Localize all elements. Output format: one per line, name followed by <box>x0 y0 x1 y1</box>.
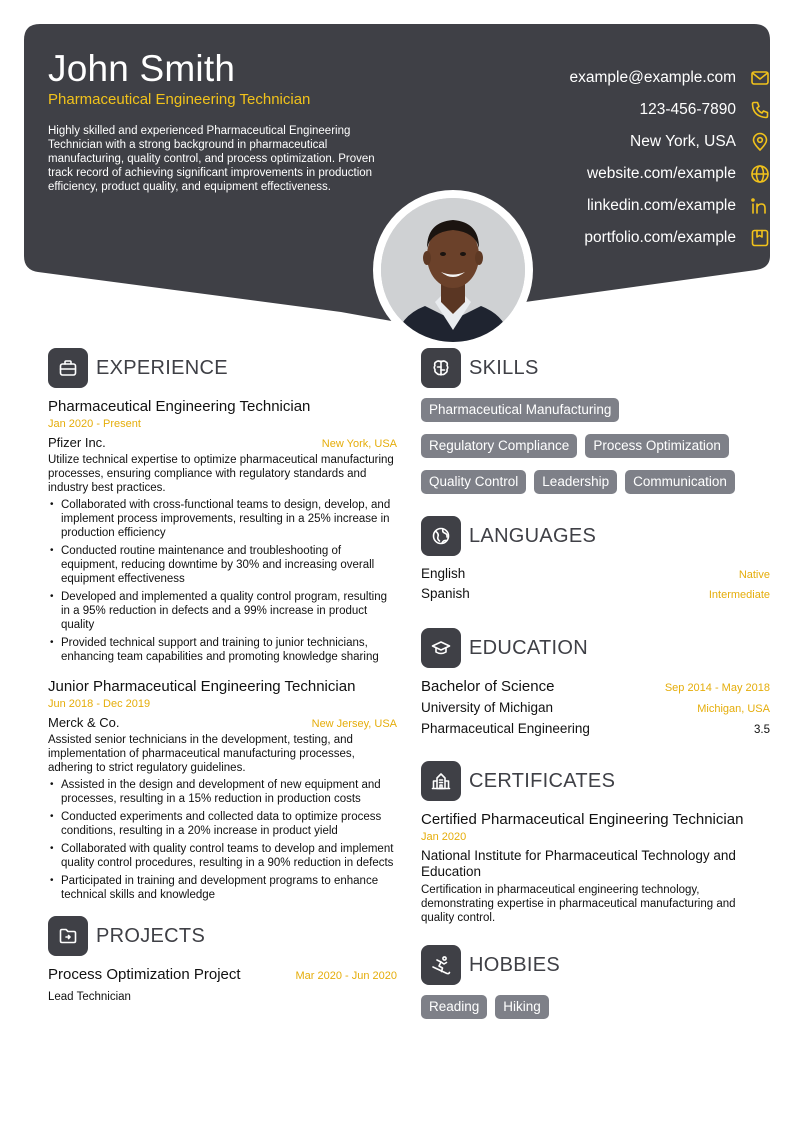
left-column <box>48 348 397 1004</box>
job-description: Assisted senior technicians in the development, testing, and implementation of pharmaceutical manufacturing processes, adhering to strict regulatory guidelines. <box>48 734 355 774</box>
skill-tag: Leadership <box>534 470 617 494</box>
job-bullet: • Collaborated with cross-functional teams to design, develop, and implement process improvements, resulting in a 25% increase in production efficiency <box>48 498 397 540</box>
contact-location <box>470 126 770 158</box>
skill-tag: Pharmaceutical Manufacturing <box>421 398 619 422</box>
education-dates: Sep 2014 - May 2018 <box>664 682 770 694</box>
hobbies-tags <box>421 995 770 1019</box>
job-bullet: • Conducted experiments and collected data to optimize process conditions, resulting in a 20% increase in product yield <box>48 810 397 838</box>
phone-icon <box>750 100 770 120</box>
hobby-tag: Hiking <box>495 995 549 1019</box>
contact-portfolio-text[interactable]: portfolio.com/example <box>584 229 736 246</box>
certificate-date: Jan 2020 <box>421 831 467 843</box>
hobbies-title: HOBBIES <box>469 953 561 976</box>
hobbies-section-header <box>421 945 770 985</box>
job-bullet: • Provided technical support and training to junior technicians, enhancing team capabilities and promoting knowledge sharing <box>48 636 397 664</box>
contact-website-text[interactable]: website.com/example <box>586 165 736 182</box>
projects-title: PROJECTS <box>96 924 206 947</box>
skiing-icon <box>421 945 461 985</box>
brain-icon <box>421 348 461 388</box>
job-location: New York, USA <box>321 438 397 450</box>
job-bullets <box>48 498 397 664</box>
projects-section-header <box>48 916 397 956</box>
job-bullet: • Participated in training and development programs to enhance technical skills and knowledge <box>48 874 397 902</box>
job-bullet: • Assisted in the design and development of new equipment and processes, resulting in a 15% reduction in production costs <box>48 778 397 806</box>
institution-icon <box>421 761 461 801</box>
experience-item <box>48 678 397 902</box>
linkedin-icon <box>750 196 770 216</box>
education-location: Michigan, USA <box>697 703 770 715</box>
project-role: Lead Technician <box>48 991 131 1003</box>
experience-title: EXPERIENCE <box>96 356 228 379</box>
experience-section-header <box>48 348 397 388</box>
job-bullets <box>48 778 397 902</box>
experience-item <box>48 398 397 664</box>
project-dates: Mar 2020 - Jun 2020 <box>295 970 397 982</box>
skill-tag: Process Optimization <box>585 434 729 458</box>
contact-linkedin-text[interactable]: linkedin.com/example <box>586 197 736 214</box>
education-gpa: 3.5 <box>754 724 770 736</box>
languages-title: LANGUAGES <box>469 524 597 547</box>
language-row <box>421 566 770 586</box>
skills-section-header <box>421 348 770 388</box>
project-title: Process Optimization Project <box>48 966 241 983</box>
contact-phone-text[interactable]: 123-456-7890 <box>639 101 736 118</box>
certificate-name: Certified Pharmaceutical Engineering Technician <box>421 811 744 828</box>
certificate-description: Certification in pharmaceutical engineering technology, demonstrating expertise in pharmaceutical manufacturing and quality control. <box>421 884 736 924</box>
language-level: Native <box>738 569 770 581</box>
skills-tags <box>421 398 770 494</box>
hobby-tag: Reading <box>421 995 487 1019</box>
education-degree: Bachelor of Science <box>421 678 555 695</box>
contact-linkedin[interactable] <box>470 190 770 222</box>
certificates-title: CERTIFICATES <box>469 769 616 792</box>
job-dates: Jan 2020 - Present <box>48 418 141 430</box>
certificates-section-header <box>421 761 770 801</box>
contact-email-text[interactable]: example@example.com <box>569 69 736 86</box>
globe-icon <box>750 164 770 184</box>
profile-photo <box>381 198 525 342</box>
job-title: Junior Pharmaceutical Engineering Technician <box>48 678 356 695</box>
job-bullet: • Collaborated with quality control teams to develop and implement quality control procedures, resulting in a 90% reduction in defects <box>48 842 397 870</box>
job-description: Utilize technical expertise to optimize pharmaceutical manufacturing processes, ensuring compliance with regulatory standards and industry best practices. <box>48 454 394 494</box>
profile-summary: Highly skilled and experienced Pharmaceutical Engineering Technician with a strong background in pharmaceutical manufacturing, quality control, and process optimization. Proven track record of achieving significant improvements in production efficiency, product quality, and equipment effectiveness. <box>48 125 375 193</box>
job-location: New Jersey, USA <box>311 718 397 730</box>
contact-website[interactable] <box>470 158 770 190</box>
certificate-item <box>421 811 770 925</box>
project-item <box>48 966 397 1004</box>
language-name: Spanish <box>421 586 470 601</box>
skills-title: SKILLS <box>469 356 539 379</box>
contact-email[interactable] <box>470 62 770 94</box>
candidate-name: John Smith <box>48 48 236 89</box>
location-pin-icon <box>750 132 770 152</box>
right-column <box>421 348 770 1041</box>
education-school: University of Michigan <box>421 700 554 715</box>
candidate-title: Pharmaceutical Engineering Technician <box>48 91 311 108</box>
job-company: Pfizer Inc. <box>48 435 106 450</box>
email-icon <box>750 68 770 88</box>
job-bullet: • Developed and implemented a quality control program, resulting in a 95% reduction in defects and a 99% increase in product quality <box>48 590 397 632</box>
folder-icon <box>48 916 88 956</box>
languages-list <box>421 566 770 606</box>
job-bullet: • Conducted routine maintenance and troubleshooting of equipment, reducing downtime by 30% and increasing overall equipment effectiveness <box>48 544 397 586</box>
briefcase-icon <box>48 348 88 388</box>
education-item <box>421 678 770 741</box>
education-title: EDUCATION <box>469 636 588 659</box>
skill-tag: Regulatory Compliance <box>421 434 577 458</box>
globe-icon <box>421 516 461 556</box>
contact-phone[interactable] <box>470 94 770 126</box>
job-company: Merck & Co. <box>48 715 120 730</box>
education-section-header <box>421 628 770 668</box>
portfolio-icon <box>750 228 770 248</box>
language-name: English <box>421 566 466 581</box>
job-dates: Jun 2018 - Dec 2019 <box>48 698 151 710</box>
job-title: Pharmaceutical Engineering Technician <box>48 398 311 415</box>
languages-section-header <box>421 516 770 556</box>
education-field: Pharmaceutical Engineering <box>421 721 590 736</box>
certificate-issuer: National Institute for Pharmaceutical Technology and Education <box>421 848 736 879</box>
skill-tag: Quality Control <box>421 470 526 494</box>
language-level: Intermediate <box>708 589 770 601</box>
contact-location-text: New York, USA <box>630 133 736 150</box>
language-row <box>421 586 770 606</box>
graduation-cap-icon <box>421 628 461 668</box>
skill-tag: Communication <box>625 470 735 494</box>
